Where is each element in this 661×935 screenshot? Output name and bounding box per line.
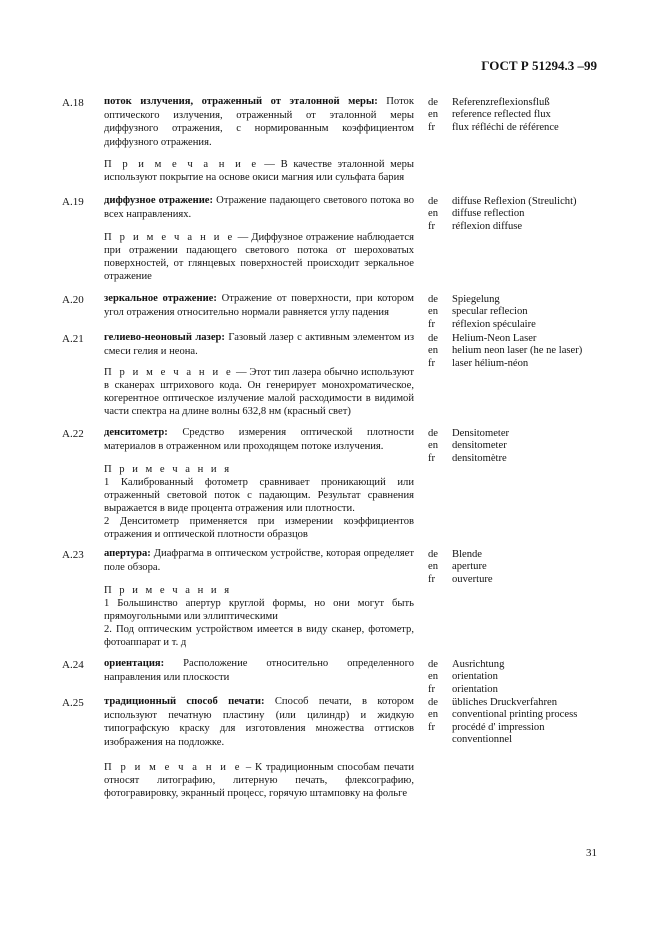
entry-number: A.20	[62, 294, 84, 306]
definition: Отражение от поверхности, при котором угол отражения относительно нормали равняется углу падения	[104, 293, 414, 318]
lang-de: de	[428, 294, 438, 305]
note-item: 1 Калиброванный фотометр сравнивает проникающий или отраженный световой поток с падающим. Результат сравнения выражается в виде процента отражения или плотности.	[104, 477, 414, 514]
entry-number: A.22	[62, 428, 84, 440]
term-definition	[104, 292, 414, 319]
entry-number: A.23	[62, 549, 84, 561]
lang-fr: fr	[428, 573, 436, 585]
lang-en: en	[428, 671, 438, 683]
term: диффузное отражение:	[104, 195, 214, 206]
lang-codes	[428, 549, 446, 586]
term: гелиево-неоновый лазер:	[104, 332, 225, 343]
definition: Расположение относительно определенного направления или плоскости	[104, 658, 414, 683]
entry-number: A.25	[62, 697, 84, 709]
lang-fr: fr	[428, 357, 436, 369]
lang-en: en	[428, 306, 438, 318]
term: традиционный способ печати:	[104, 696, 265, 707]
lang-codes	[428, 294, 446, 331]
lang-en: en	[428, 345, 438, 357]
equivalent-en: reference reflected flux	[452, 109, 551, 121]
equivalents	[452, 549, 622, 586]
equivalent-en: densitometer	[452, 440, 507, 452]
equivalent-en: aperture	[452, 561, 487, 573]
equivalent-fr: réflexion spéculaire	[452, 318, 536, 330]
note-text: – К традиционным способам печати относят литографию, литерную печать, флексографию, фотогравировку, экранный процесс, горячую штамповку на фольге	[104, 762, 414, 799]
equivalent-fr: densitomètre	[452, 452, 507, 464]
note	[104, 366, 414, 418]
note	[104, 761, 414, 800]
equivalent-fr: réflexion diffuse	[452, 220, 523, 232]
equivalents	[452, 294, 622, 331]
entry-number: A.21	[62, 333, 84, 345]
notes-label: П р и м е ч а н и я	[104, 585, 232, 596]
equivalent-de: Helium-Neon Laser	[452, 333, 537, 344]
lang-en: en	[428, 709, 438, 721]
lang-de: de	[428, 333, 438, 344]
equivalents	[452, 697, 622, 747]
term-definition	[104, 194, 414, 221]
equivalent-de: Spiegelung	[452, 294, 500, 305]
entry-number: A.24	[62, 659, 84, 671]
equivalents	[452, 428, 622, 465]
lang-de: de	[428, 697, 438, 708]
lang-en: en	[428, 208, 438, 220]
definition: Поток оптического излучения, отраженный от эталонной меры диффузного отражения, с нормированным коэффициентом диффузного отражения.	[104, 96, 414, 148]
term: апертура:	[104, 548, 151, 559]
equivalents	[452, 333, 622, 370]
equivalent-en: orientation	[452, 671, 498, 683]
note-label: П р и м е ч а н и е	[104, 367, 234, 378]
definition: Отражение падающего светового потока во всех направлениях.	[104, 195, 414, 220]
note-label: П р и м е ч а н и е	[104, 762, 243, 773]
notes	[104, 584, 414, 649]
term: ориентация:	[104, 658, 165, 669]
equivalents	[452, 659, 622, 696]
notes-label: П р и м е ч а н и я	[104, 464, 232, 475]
term-definition	[104, 657, 414, 684]
note-label: П р и м е ч а н и е	[104, 232, 235, 243]
note-text: — В качестве эталонной меры используют покрытие на основе окиси магния или сульфата бария	[104, 159, 414, 183]
term: поток излучения, отраженный от эталонной меры:	[104, 96, 378, 107]
definition: Средство измерения оптической плотности материалов в отраженном или проходящем потоке излучения.	[104, 427, 414, 452]
equivalent-fr: ouverture	[452, 573, 493, 585]
lang-fr: fr	[428, 318, 436, 330]
lang-en: en	[428, 561, 438, 573]
equivalents	[452, 196, 622, 233]
lang-fr: fr	[428, 121, 436, 133]
lang-codes	[428, 333, 446, 370]
term-definition	[104, 95, 414, 149]
lang-codes	[428, 196, 446, 233]
term-definition	[104, 695, 414, 749]
equivalent-de: Ausrichtung	[452, 659, 505, 670]
entry-number: A.18	[62, 97, 84, 109]
term-definition	[104, 331, 414, 358]
equivalent-en: specular reflecion	[452, 306, 528, 318]
note-item: 2 Денситометр применяется при измерении коэффициентов отражения и оптической плотности образцов	[104, 516, 414, 540]
equivalent-de: Densitometer	[452, 428, 510, 439]
lang-en: en	[428, 109, 438, 121]
term: зеркальное отражение:	[104, 293, 217, 304]
term-definition	[104, 547, 414, 574]
equivalent-fr: orientation	[452, 683, 498, 695]
notes	[104, 463, 414, 541]
note-text: — Этот тип лазера обычно используют в сканерах штрихового кода. Он генерирует монохроматическое, когерентное оптическое излучение малой расходимости в видимой части спектра на длине волны 632,8 нм (красный свет)	[104, 367, 414, 417]
equivalents	[452, 97, 622, 134]
lang-fr: fr	[428, 721, 436, 733]
lang-de: de	[428, 428, 438, 439]
term: денситометр:	[104, 427, 168, 438]
note-item: 2. Под оптическим устройством имеется в виду сканер, фотометр, фотоаппарат и т. д	[104, 624, 414, 648]
lang-de: de	[428, 196, 438, 207]
note	[104, 158, 414, 184]
equivalent-en: helium neon laser (he ne laser)	[452, 345, 583, 357]
definition: Газовый лазер с активным элементом из смеси гелия и неона.	[104, 332, 414, 357]
lang-fr: fr	[428, 452, 436, 464]
entry-number: A.19	[62, 196, 84, 208]
lang-fr: fr	[428, 683, 436, 695]
equivalent-fr-cont: conventionnel	[452, 734, 513, 746]
lang-codes	[428, 428, 446, 465]
equivalent-de: übliches Druckverfahren	[452, 697, 558, 708]
lang-de: de	[428, 97, 438, 108]
equivalent-en: conventional printing process	[452, 709, 578, 721]
lang-codes	[428, 697, 446, 734]
lang-de: de	[428, 549, 438, 560]
lang-de: de	[428, 659, 438, 670]
note	[104, 231, 414, 283]
equivalent-de: diffuse Reflexion (Streulicht)	[452, 196, 577, 207]
page-number: 31	[586, 847, 597, 859]
equivalent-fr: flux réfléchi de référence	[452, 121, 559, 133]
page-header: ГОСТ Р 51294.3 –99	[481, 58, 597, 73]
lang-fr: fr	[428, 220, 436, 232]
equivalent-en: diffuse reflection	[452, 208, 525, 220]
equivalent-fr: laser hélium-néon	[452, 357, 529, 369]
lang-en: en	[428, 440, 438, 452]
lang-codes	[428, 97, 446, 134]
lang-codes	[428, 659, 446, 696]
equivalent-fr: procédé d' impression	[452, 721, 545, 733]
note-label: П р и м е ч а н и е	[104, 159, 259, 170]
equivalent-de: Referenzreflexionsfluß	[452, 97, 550, 108]
definition: Диафрагма в оптическом устройстве, которая определяет поле обзора.	[104, 548, 414, 573]
equivalent-de: Blende	[452, 549, 483, 560]
note-item: 1 Большинство апертур круглой формы, но они могут быть прямоугольными или эллиптическими	[104, 598, 414, 622]
definition: Способ печати, в котором используют печатную пластину (или цилиндр) и жидкую типографскую краску для изготовления множества оттисков изображения на подложке.	[104, 696, 414, 748]
note-text: — Диффузное отражение наблюдается при отражении падающего светового потока от шероховатых поверхностей, от глянцевых поверхностей происходит зеркальное отражение	[104, 232, 414, 282]
term-definition	[104, 426, 414, 453]
